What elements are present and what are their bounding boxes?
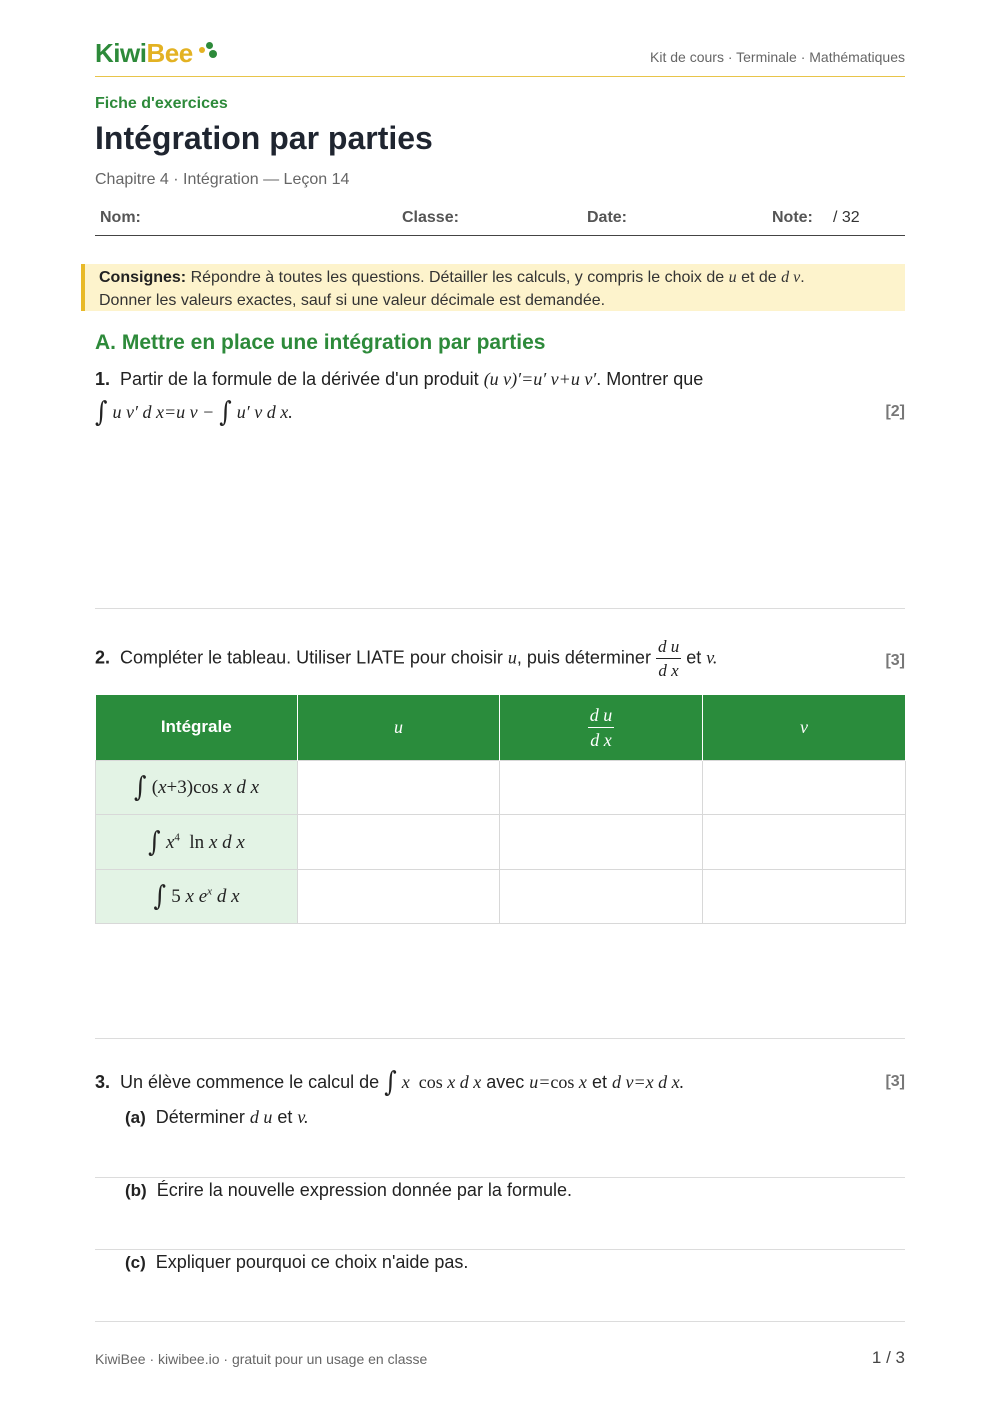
answer-rule [95, 608, 905, 609]
integral-cell: ∫ (x+3)cos x d x [96, 760, 298, 815]
answer-cell-du[interactable] [500, 760, 703, 815]
answer-cell-v[interactable] [703, 760, 906, 815]
answer-cell-u[interactable] [298, 815, 500, 870]
header-integrale: Intégrale [96, 695, 298, 760]
answer-cell-du[interactable] [500, 815, 703, 870]
table-row [96, 869, 906, 924]
field-date[interactable]: Date: [587, 209, 628, 226]
brand-logo: KiwiBee [95, 38, 193, 69]
answer-cell-u[interactable] [298, 760, 500, 815]
course-meta: Kit de cours · Terminale · Mathématiques [650, 49, 905, 65]
sheet-kicker: Fiche d'exercices [95, 95, 228, 112]
page-number: 1 / 3 [871, 1348, 905, 1367]
integral-cell: ∫ $x^4$ ln x d x [96, 815, 298, 870]
question-2-marks: [3] [885, 652, 905, 669]
liate-table [95, 695, 906, 924]
answer-rule [95, 1249, 905, 1250]
question-1-formula: ∫ u v′ d x=u v − ∫ u′ v d x. [95, 395, 293, 429]
field-classe[interactable]: Classe: [402, 209, 459, 226]
header-du-dx: $\frac{\text{d u}}{\text{d x}}$ [500, 695, 703, 760]
question-3b: (b) Écrire la nouvelle expression donnée par la formule. [125, 1180, 572, 1200]
footer-divider [95, 1321, 905, 1322]
integral-cell: ∫ 5 x $e^x$ d x [96, 869, 298, 924]
instructions-box: Consignes: Répondre à toutes les questions. Détailler les calculs, y compris le choix de u et de d v. Donner les valeurs exactes, sauf si une valeur décimale est demandée. [81, 264, 905, 311]
page-subtitle: Chapitre 4 · Intégration — Leçon 14 [95, 171, 350, 188]
answer-cell-v[interactable] [703, 815, 906, 870]
question-3-marks: [3] [885, 1073, 905, 1090]
question-3c: (c) Expliquer pourquoi ce choix n'aide pas. [125, 1252, 469, 1272]
footer-credits: KiwiBee · kiwibee.io · gratuit pour un usage en classe [95, 1351, 428, 1367]
question-2: 2. Compléter le tableau. Utiliser LIATE pour choisir u, puis déterminer $\frac{\text{d u}}{\text{d x}}$ et v. [95, 637, 718, 680]
header-v: v [703, 695, 906, 760]
section-a-title: A. Mettre en place une intégration par parties [95, 331, 546, 354]
table-row [96, 760, 906, 815]
logo-dots-icon [199, 42, 219, 58]
answer-rule [95, 1177, 905, 1178]
header-u: u [298, 695, 500, 760]
worksheet-page [95, 0, 905, 1413]
table-row [96, 815, 906, 870]
answer-cell-u[interactable] [298, 869, 500, 924]
question-1-marks: [2] [885, 403, 905, 420]
question-3: 3. Un élève commence le calcul de ∫ x cos x d x avec u=cos x et d v=x d x. [95, 1065, 685, 1099]
answer-cell-v[interactable] [703, 869, 906, 924]
header-divider [95, 76, 905, 77]
field-nom[interactable]: Nom: [100, 209, 141, 226]
question-1: 1. Partir de la formule de la dérivée d'un produit (u v)′=u′ v+u v′. Montrer que [95, 369, 704, 389]
student-fields [95, 209, 905, 236]
field-note[interactable]: Note: [772, 209, 813, 226]
answer-rule [95, 1038, 905, 1039]
page-title: Intégration par parties [95, 120, 433, 156]
answer-cell-du[interactable] [500, 869, 703, 924]
question-3a: (a) Déterminer d u et v. [125, 1107, 309, 1127]
note-total: / 32 [833, 209, 860, 226]
